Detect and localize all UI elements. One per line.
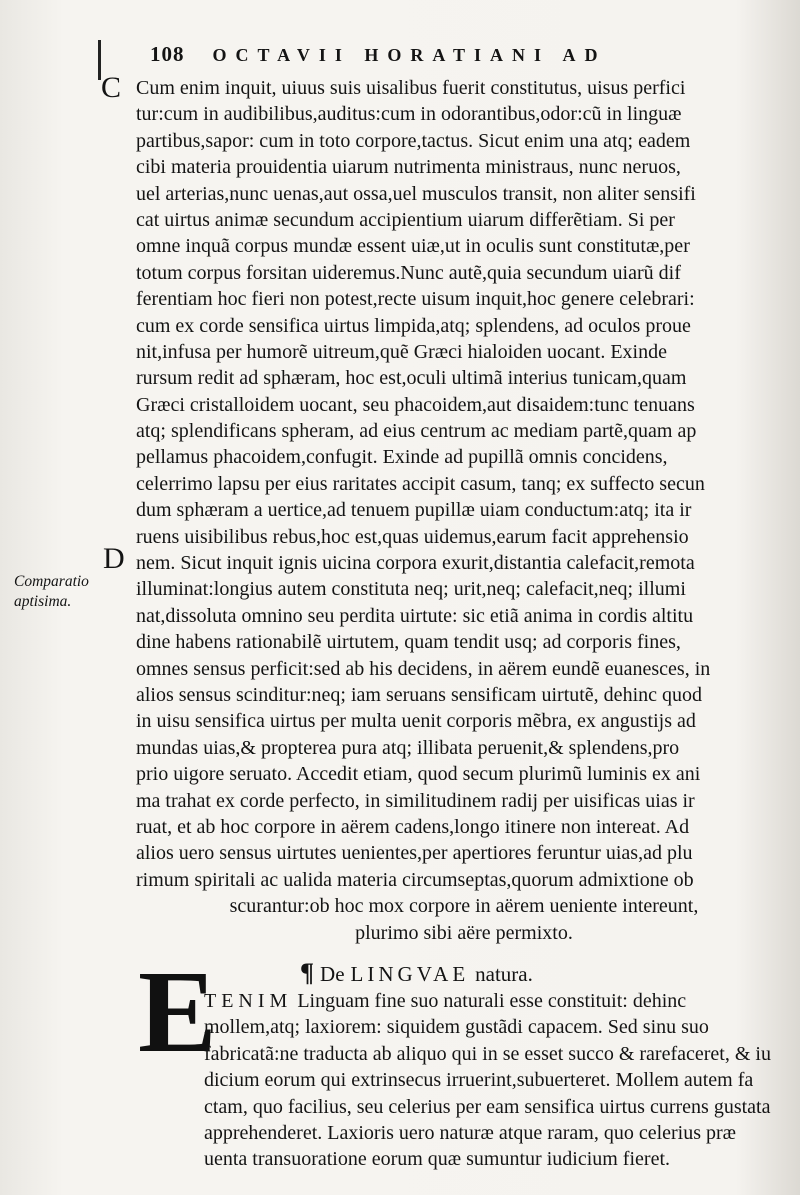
text-line: mundas uias,& propterea pura atq; illibata peruenit,& splendens,pro: [136, 736, 680, 759]
text-line: ruat, et ab hoc corpore in aërem cadens,longo itinere non intereat. Ad: [136, 815, 690, 838]
text-line: partibus,sapor: cum in toto corpore,tactus. Sicut enim una atq; eadem: [136, 129, 691, 152]
text-line: ma trahat ex corde perfecto, in similitudinem radij per uisificas uias ir: [136, 789, 695, 812]
text-line: ruens uisibilibus rebus,hoc est,quas uidemus,earum facit apprehensio: [136, 525, 689, 548]
lead-word: TENIM: [204, 990, 293, 1012]
section-marker-d: D: [103, 542, 125, 575]
text-line: atq; splendificans spheram, ad eius centrum ac mediam partẽ,quam ap: [136, 420, 697, 443]
text-line: illuminat:longius autem constituta neq; urit,neq; calefacit,neq; illumi: [136, 578, 686, 601]
text-line: prio uigore seruato. Accedit etiam, quod secum plurimũ luminis ex ani: [136, 763, 701, 786]
text-line: celerrimo lapsu per eius raritates accipit casum, tanq; ex suffecto secun: [136, 472, 705, 495]
section-marker-c: C: [101, 71, 122, 104]
section-line: [138, 988, 788, 1014]
text-line: nat,dissoluta omnino seu perdita uirtute: sic etiã anima in cordis altitu: [136, 604, 694, 627]
line-text: mollem,atq; laxiorem: siquidem gustãdi capacem. Sed sinu suo: [204, 1016, 709, 1039]
text-line: tur:cum in audibilibus,auditus:cum in odorantibus,odor:cũ in linguæ: [136, 103, 682, 126]
line-text: Linguam fine suo naturali esse constituit: dehinc: [292, 990, 687, 1012]
section-line: [138, 1014, 788, 1040]
text-line: ferentiam hoc fieri non potest,recte uisum inquit,hoc genere celebrari:: [136, 288, 695, 311]
drop-cap: E: [138, 946, 217, 1077]
text-line: pellamus phacoidem,confugit. Exinde ad pupillã omnis concidens,: [136, 446, 668, 469]
text-line: dum sphæram a uertice,ad tenuem pupillæ uiam conductum:atq; ita ir: [136, 499, 692, 522]
text-line: in uisu sensifica uirtus per multa uenit corporis mẽbra, ex angustijs ad: [136, 710, 696, 733]
page-number: 108: [150, 42, 185, 66]
main-text: [136, 75, 792, 946]
line-text: ctam, quo facilius, seu celerius per eam sensifica uirtus currens gustata: [204, 1095, 771, 1118]
text-line: alios uero sensus uirtutes uenientes,per apertiores feruntur uias,ad plu: [136, 842, 693, 865]
margin-note-line: Comparatio: [14, 573, 89, 590]
heading-word: LINGVAE: [350, 962, 470, 986]
heading-prefix: De: [320, 962, 345, 986]
section-line: [138, 1094, 788, 1120]
margin-note: [14, 572, 124, 612]
line-text: apprehenderet. Laxioris uero naturæ atque raram, quo celerius præ: [204, 1121, 737, 1144]
text-line: cibi materia prouidentia uiarum nutrimenta ministraus, nunc neruos,: [136, 156, 681, 179]
section-text: [138, 988, 788, 1173]
text-line: cat uirtus animæ secundum accipientium uiarum differẽtiam. Si per: [136, 208, 675, 231]
section-line: [138, 1146, 788, 1172]
text-line: omne inquã corpus mundæ essent uiæ,ut in oculis sunt constitutæ,per: [136, 235, 690, 258]
section-heading: [300, 958, 533, 988]
text-line: Cum enim inquit, uiuus suis uisalibus fuerit constitutus, uisus perfici: [136, 77, 686, 99]
page-header: [150, 42, 780, 67]
text-line: dine habens rationabilẽ uirtutem, quam tendit usq; ad corporis fines,: [136, 631, 681, 654]
line-text: uenta transuoratione eorum quæ sumuntur iudicium fieret.: [204, 1148, 670, 1171]
section-line: [138, 1067, 788, 1093]
heading-suffix: natura.: [475, 962, 533, 986]
margin-note-line: aptisima.: [14, 593, 72, 610]
pilcrow-icon: ¶: [300, 958, 315, 987]
line-text: dicium eorum qui extrinsecus irruerint,subuerteret. Mollem autem fa: [204, 1069, 754, 1092]
text-line: rimum spiritali ac ualida materia circumseptas,quorum admixtione ob: [136, 868, 694, 891]
text-line-centered: plurimo sibi aëre permixto.: [355, 921, 573, 944]
section-line: [138, 1041, 788, 1067]
text-line: Græci cristalloidem uocant, seu phacoidem,aut disaidem:tunc tenuans: [136, 393, 695, 416]
text-line: totum corpus forsitan uideremus.Nunc autẽ,quia secundum uiarũ dif: [136, 261, 681, 284]
section-line: [138, 1120, 788, 1146]
text-line: nem. Sicut inquit ignis uicina corpora exurit,distantia calefacit,remota: [136, 552, 695, 575]
text-line: cum ex corde sensifica uirtus limpida,atq; splendens, ad oculos proue: [136, 314, 691, 337]
text-line-centered: scurantur:ob hoc mox corpore in aërem ueniente intereunt,: [229, 895, 699, 918]
line-text: fabricatã:ne traducta ab aliquo qui in se esset succo & rarefaceret, & iu: [204, 1042, 771, 1065]
text-line: nit,infusa per humorẽ uitreum,quẽ Græci hialoiden uocant. Exinde: [136, 340, 667, 363]
running-title: OCTAVII HORATIANI AD: [212, 45, 607, 65]
text-line: uel arterias,nunc uenas,aut ossa,uel musculos transit, non aliter sensifi: [136, 182, 696, 205]
text-line: omnes sensus perficit:sed ab his decidens, in aërem eundẽ euanesces, in: [136, 657, 711, 680]
text-line: rursum redit ad sphæram, hoc est,oculi ultimã interius tunicam,quam: [136, 367, 687, 390]
text-line: alios sensus scinditur:neq; iam seruans sensificam uirtutẽ, dehinc quod: [136, 683, 702, 706]
